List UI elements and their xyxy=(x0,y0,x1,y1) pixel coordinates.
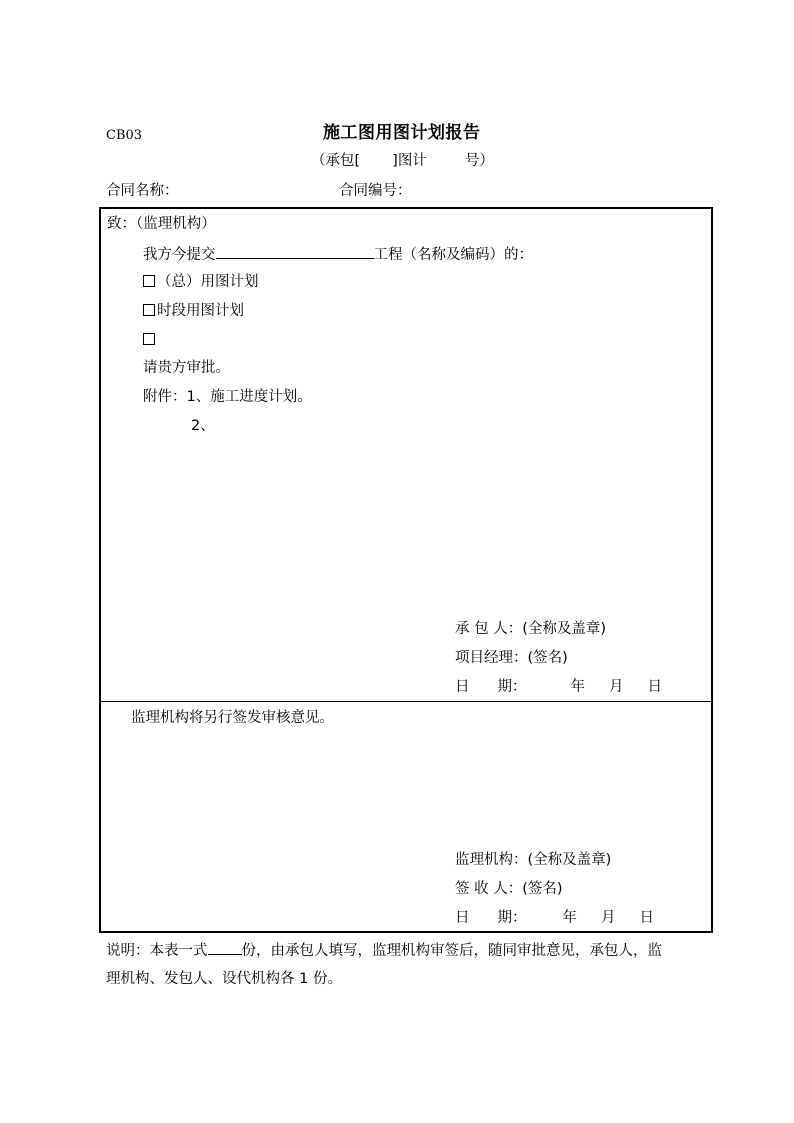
option-label: （总）用图计划 xyxy=(157,274,259,290)
submit-suffix: 工程（名称及编码）的： xyxy=(373,247,533,263)
footer-prefix: 说明：本表一式 xyxy=(106,943,208,959)
option-other[interactable] xyxy=(143,331,157,349)
option-period-plan[interactable] xyxy=(143,302,244,320)
month-label: 月 xyxy=(609,679,624,695)
footer-line-2: 理机构、发包人、设代机构各 1 份。 xyxy=(106,971,342,987)
subtitle-mid: ]图计 xyxy=(392,153,427,169)
subtitle xyxy=(311,152,494,170)
footer-line-1 xyxy=(106,940,662,960)
checkbox[interactable] xyxy=(143,333,155,345)
option-total-plan[interactable] xyxy=(143,273,259,291)
attachment-1: 附件：1、施工进度计划。 xyxy=(143,389,312,405)
upper-date-line xyxy=(455,678,662,696)
day-label: 日 xyxy=(639,910,654,926)
date-day-char: 日 xyxy=(455,679,470,695)
contract-no-label: 合同编号： xyxy=(339,183,412,199)
request-line: 请贵方审批。 xyxy=(143,360,230,376)
supervisor-label: 监理机构：(全称及盖章) xyxy=(455,852,612,868)
subtitle-prefix: （承包[ xyxy=(311,153,361,169)
page-title: 施工图用图计划报告 xyxy=(323,123,481,143)
contractor-label: 承 包 人：(全称及盖章) xyxy=(455,621,607,637)
copies-blank[interactable] xyxy=(208,940,242,955)
project-manager-label: 项目经理：(签名) xyxy=(455,650,568,666)
subtitle-suffix: 号） xyxy=(464,153,494,169)
attachment-2: 2、 xyxy=(191,418,215,434)
contract-name-label: 合同名称： xyxy=(106,183,179,199)
year-label: 年 xyxy=(562,910,577,926)
to-line: 致：（监理机构） xyxy=(107,216,216,232)
supervisor-note: 监理机构将另行签发审核意见。 xyxy=(131,710,334,726)
project-blank[interactable] xyxy=(216,244,374,259)
section-divider xyxy=(101,701,711,702)
month-label: 月 xyxy=(601,910,616,926)
date-qi-label: 期： xyxy=(497,910,527,926)
receiver-label: 签 收 人：(签名) xyxy=(455,881,563,897)
checkbox[interactable] xyxy=(143,304,155,316)
date-qi-label: 期： xyxy=(497,679,527,695)
submit-line xyxy=(143,244,533,264)
checkbox[interactable] xyxy=(143,275,155,287)
year-label: 年 xyxy=(570,679,585,695)
footer-suffix: 份，由承包人填写，监理机构审签后，随同审批意见，承包人，监 xyxy=(241,943,662,959)
date-day-char: 日 xyxy=(455,910,470,926)
form-frame xyxy=(99,207,713,933)
day-label: 日 xyxy=(647,679,662,695)
submit-prefix: 我方今提交 xyxy=(143,247,216,263)
form-code: CB03 xyxy=(106,128,143,143)
option-label: 时段用图计划 xyxy=(157,303,244,319)
lower-date-line xyxy=(455,909,654,927)
